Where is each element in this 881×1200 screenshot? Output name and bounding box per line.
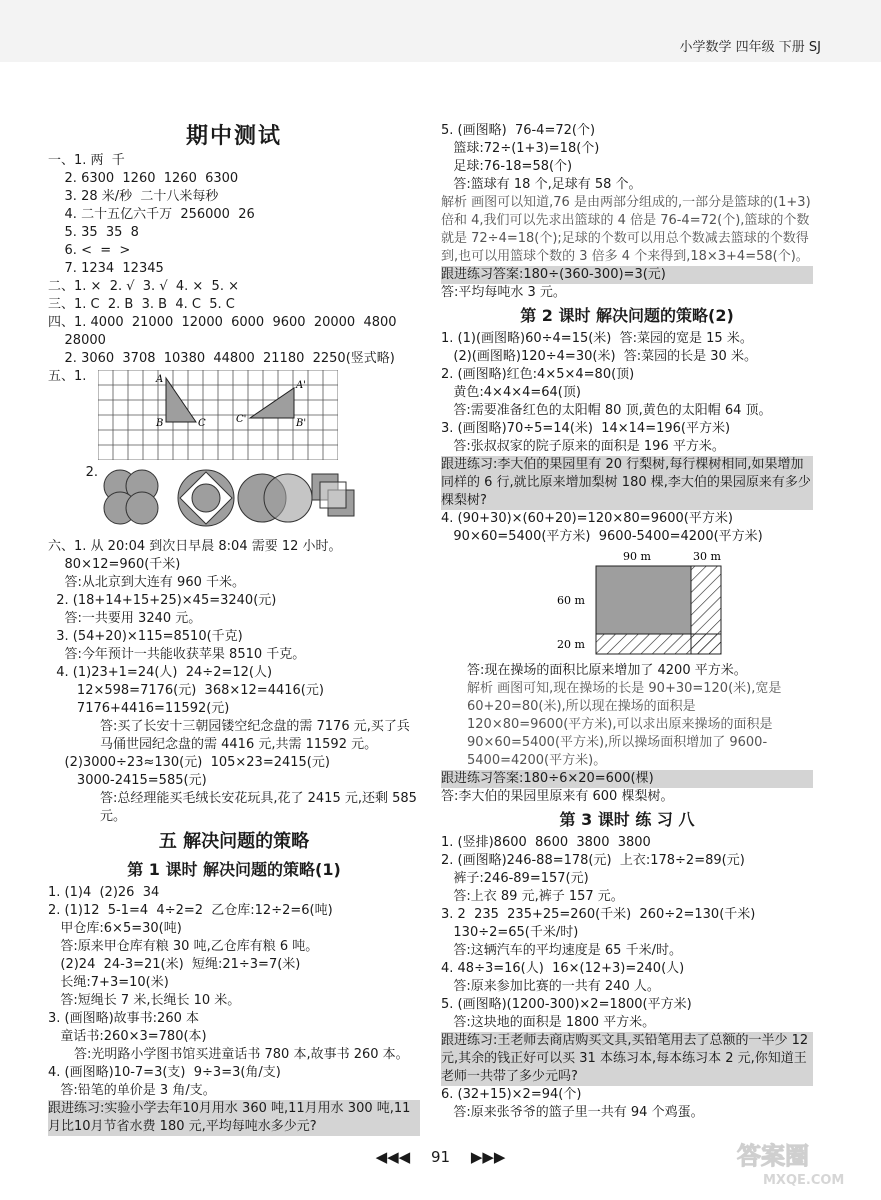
lesson-three-line: 4. 48÷3=16(人) 16×(12+3)=240(人) bbox=[441, 961, 685, 976]
lesson-three-line: 2. (画图略)246-88=178(元) 上衣:178÷2=89(元) bbox=[441, 853, 745, 868]
lesson-two-follow-up: 跟进练习:李大伯的果园里有 20 行梨树,每行棵树相同,如果增加同样的 6 行,就比原来增加梨树 180 棵,李大伯的果园原来有多少棵梨树? bbox=[441, 456, 813, 510]
question-five-line: 篮球:72÷(1+3)=18(个) bbox=[441, 141, 600, 156]
lesson-one-body-b bbox=[48, 1064, 420, 1100]
lesson-two-analysis: 解析 画图可知,现在操场的长是 90+30=120(米),宽是 60+20=80(米),所以现在操场的面积是 120×80=9600(平方米),可以求出原来操场的面积是 90×60=5400(平方米),所以操场面积增加了 9600-5400=4200(平方米)。 bbox=[467, 681, 782, 768]
lesson-one-b-line: 答:铅笔的单价是 3 角/支。 bbox=[48, 1083, 216, 1098]
watermark-text-main: 答案圈 bbox=[737, 1142, 809, 1170]
lesson-three-b-line: 6. (32+15)×2=94(个) bbox=[441, 1087, 582, 1102]
lesson-one-line: (2)24 24-3=21(米) 短绳:21÷3=7(米) bbox=[48, 957, 301, 972]
lesson-three-line: 答:这辆汽车的平均速度是 65 千米/时。 bbox=[441, 943, 682, 958]
follow-up-answer-text: 答:平均每吨水 3 元。 bbox=[441, 285, 566, 300]
lesson-two-title: 第 2 课时 解决问题的策略(2) bbox=[520, 306, 734, 325]
lesson-two-q4-line: 90×60=5400(平方米) 9600-5400=4200(平方米) bbox=[441, 529, 763, 544]
lesson-one-b-line: 4. (画图略)10-7=3(支) 9÷3=3(角/支) bbox=[48, 1065, 281, 1080]
label-b: B bbox=[156, 418, 164, 429]
label-90m: 90 m bbox=[623, 550, 651, 563]
lesson-one-line: 答:原来甲仓库有粮 30 吨,乙仓库有粮 6 吨。 bbox=[48, 939, 319, 954]
follow-up-exercise: 跟进练习:实验小学去年10月用水 360 吨,11月用水 300 吨,11月比10月节省水费 180 元,平均每吨水多少元? bbox=[48, 1100, 420, 1136]
section-six-part-b bbox=[48, 754, 420, 790]
lesson-two-follow-up-answer-text: 答:李大伯的果园里原来有 600 棵梨树。 bbox=[441, 789, 674, 804]
section-six bbox=[48, 538, 420, 718]
lesson-three-title: 第 3 课时 练 习 八 bbox=[559, 810, 695, 829]
section-four-line: 2. 3060 3708 10380 44800 21180 2250(竖式略) bbox=[48, 351, 395, 366]
section-one-line: 6. < = > bbox=[48, 243, 131, 258]
lesson-two-body bbox=[441, 330, 813, 456]
section-two: 二、1. × 2. √ 3. √ 4. × 5. × bbox=[48, 279, 239, 294]
right-arrows-icon: ▶▶▶ bbox=[470, 1148, 506, 1166]
lesson-two-question-four bbox=[441, 510, 813, 546]
section-five bbox=[48, 368, 420, 464]
lesson-two-line: 答:需要准备红色的太阳帽 80 顶,黄色的太阳帽 64 顶。 bbox=[441, 403, 772, 418]
header-band bbox=[0, 0, 881, 62]
question-five-analysis: 解析 画图可以知道,76 是由两部分组成的,一部分是篮球的(1+3)倍和 4,我们可以先求出篮球的 4 倍是 76-4=72(个),篮球的个数就是 72÷4=18(个);足球的个数可以用总个数减去篮球的个数得到,也可以用篮球个数的 3 倍多 4 个来得到,18×3+4=58(个)。 bbox=[441, 195, 811, 264]
lesson-two-follow-up-answer: 跟进练习答案:180÷6×20=600(棵) bbox=[441, 770, 813, 788]
section-six-answer-a: 答:买了长安十三朝园镂空纪念盘的需 7176 元,买了兵马俑世园纪念盘的需 4416 元,共需 11592 元。 bbox=[100, 719, 410, 752]
section-three: 三、1. C 2. B 3. B 4. C 5. C bbox=[48, 297, 235, 312]
page-number: 91 bbox=[430, 1148, 451, 1166]
lesson-two-line: 2. (画图略)红色:4×5×4=80(顶) bbox=[441, 367, 635, 382]
lesson-one-line: 甲仓库:6×5=30(吨) bbox=[48, 921, 182, 936]
watermark-svg bbox=[733, 1134, 873, 1190]
lesson-two-line: 1. (1)(画图略)60÷4=15(米) 答:菜园的宽是 15 米。 bbox=[441, 331, 753, 346]
question-five bbox=[441, 122, 813, 194]
section-six-line: 答:从北京到大连有 960 千米。 bbox=[48, 575, 245, 590]
section-six-line: 答:一共要用 3240 元。 bbox=[48, 611, 202, 626]
left-arrows-icon: ◀◀◀ bbox=[375, 1148, 411, 1166]
label-a-prime: A' bbox=[296, 380, 306, 391]
section-one-line: 7. 1234 12345 bbox=[48, 261, 164, 276]
section-six-line: 2. (18+14+15+25)×45=3240(元) bbox=[48, 593, 277, 608]
label-b-prime: B' bbox=[296, 418, 307, 429]
section-six-line: 3. (54+20)×115=8510(千克) bbox=[48, 629, 243, 644]
label-60m: 60 m bbox=[557, 594, 585, 607]
lesson-three-line: 1. (竖排)8600 8600 3800 3800 bbox=[441, 835, 651, 850]
section-six-b-line: (2)3000÷23≈130(元) 105×23=2415(元) bbox=[48, 755, 330, 770]
lesson-three-line: 答:这块地的面积是 1800 平方米。 bbox=[441, 1015, 656, 1030]
section-four-line: 四、1. 4000 21000 12000 6000 9600 20000 4800 bbox=[48, 315, 397, 330]
label-a: A bbox=[156, 374, 164, 385]
lesson-two-line: (2)(画图略)120÷4=30(米) 答:菜园的长是 30 米。 bbox=[441, 349, 757, 364]
section-six-line: 答:今年预计一共能收获苹果 8510 千克。 bbox=[48, 647, 306, 662]
lesson-three-follow-up: 跟进练习:王老师去商店购买文具,买铅笔用去了总额的一半少 12 元,其余的钱正好可以买 31 本练习本,每本练习本 2 元,你知道王老师一共带了多少元吗? bbox=[441, 1032, 813, 1086]
section-five-2-label: 2. bbox=[85, 465, 98, 480]
grid-figure-svg bbox=[98, 370, 338, 460]
section-five-part-two bbox=[48, 464, 420, 538]
section-six-line: 4. (1)23+1=24(人) 24÷2=12(人) bbox=[48, 665, 273, 680]
section-one-line: 5. 35 35 8 bbox=[48, 225, 139, 240]
section-one-line: 一、1. 两 千 bbox=[48, 153, 125, 168]
section-six-b-line: 3000-2415=585(元) bbox=[48, 773, 207, 788]
section-one-line: 4. 二十五亿六千万 256000 26 bbox=[48, 207, 255, 222]
section-six-line: 80×12=960(千米) bbox=[48, 557, 181, 572]
unit-title: 五 解决问题的策略 bbox=[158, 831, 310, 852]
left-column bbox=[48, 122, 420, 1136]
lesson-two-line: 答:张叔叔家的院子原来的面积是 196 平方米。 bbox=[441, 439, 725, 454]
grid-figure bbox=[98, 370, 338, 460]
label-c-prime: C' bbox=[236, 414, 247, 425]
lesson-three-line: 3. 2 235 235+25=260(千米) 260÷2=130(千米) bbox=[441, 907, 756, 922]
lesson-two-answer-four: 答:现在操场的面积比原来增加了 4200 平方米。 bbox=[467, 663, 747, 678]
lesson-one-line: 3. (画图略)故事书:260 本 bbox=[48, 1011, 200, 1026]
lesson-one-body bbox=[48, 884, 420, 1046]
section-six-answer-b: 答:总经理能买毛绒长安花玩具,花了 2415 元,还剩 585 元。 bbox=[100, 791, 417, 824]
watermark-text-url: MXQE.COM bbox=[763, 1173, 845, 1188]
field-diagram-svg bbox=[441, 548, 741, 660]
book-info: 小学数学 四年级 下册 SJ bbox=[679, 40, 821, 55]
lesson-one-line: 1. (1)4 (2)26 34 bbox=[48, 885, 160, 900]
question-five-line: 5. (画图略) 76-4=72(个) bbox=[441, 123, 596, 138]
label-20m: 20 m bbox=[557, 638, 585, 651]
lesson-one-line: 长绳:7+3=10(米) bbox=[48, 975, 169, 990]
lesson-three-body bbox=[441, 834, 813, 1032]
field-diagram bbox=[441, 548, 741, 660]
right-column bbox=[441, 122, 813, 1122]
circles-figure bbox=[102, 464, 362, 534]
lesson-three-line: 答:上衣 89 元,裤子 157 元。 bbox=[441, 889, 624, 904]
section-four bbox=[48, 314, 420, 368]
section-four-line: 28000 bbox=[48, 333, 106, 348]
section-one bbox=[48, 152, 420, 278]
question-five-line: 足球:76-18=58(个) bbox=[441, 159, 573, 174]
lesson-three-b-line: 答:原来张爷爷的篮子里一共有 94 个鸡蛋。 bbox=[441, 1105, 704, 1120]
section-five-label: 五、1. bbox=[48, 369, 87, 384]
lesson-two-q4-line: 4. (90+30)×(60+20)=120×80=9600(平方米) bbox=[441, 511, 733, 526]
triangle-rotated bbox=[250, 388, 294, 418]
section-six-line: 7176+4416=11592(元) bbox=[48, 701, 230, 716]
lesson-one-line: 2. (1)12 5-1=4 4÷2=2 乙仓库:12÷2=6(吨) bbox=[48, 903, 333, 918]
lesson-three-line: 裤子:246-89=157(元) bbox=[441, 871, 589, 886]
section-six-line: 12×598=7176(元) 368×12=4416(元) bbox=[48, 683, 324, 698]
lesson-three-line: 130÷2=65(千米/时) bbox=[441, 925, 579, 940]
label-c: C bbox=[198, 418, 206, 429]
page-title: 期中测试 bbox=[185, 124, 282, 149]
lesson-three-line: 5. (画图略)(1200-300)×2=1800(平方米) bbox=[441, 997, 692, 1012]
lesson-one-line: 童话书:260×3=780(本) bbox=[48, 1029, 207, 1044]
lesson-one-title: 第 1 课时 解决问题的策略(1) bbox=[127, 860, 341, 879]
lesson-one-line: 答:短绳长 7 米,长绳长 10 米。 bbox=[48, 993, 241, 1008]
section-six-line: 六、1. 从 20:04 到次日早晨 8:04 需要 12 小时。 bbox=[48, 539, 342, 554]
lesson-two-line: 黄色:4×4×4=64(顶) bbox=[441, 385, 581, 400]
follow-up-answer: 跟进练习答案:180÷(360-300)=3(元) bbox=[441, 266, 813, 284]
circles-figure-svg bbox=[102, 464, 362, 534]
watermark-logo bbox=[733, 1134, 873, 1190]
question-five-line: 答:篮球有 18 个,足球有 58 个。 bbox=[441, 177, 642, 192]
lesson-three-body-b bbox=[441, 1086, 813, 1122]
lesson-two-line: 3. (画图略)70÷5=14(米) 14×14=196(平方米) bbox=[441, 421, 731, 436]
lesson-three-line: 答:原来参加比赛的一共有 240 人。 bbox=[441, 979, 660, 994]
section-one-line: 3. 28 米/秒 二十八米每秒 bbox=[48, 189, 219, 204]
label-30m: 30 m bbox=[693, 550, 721, 563]
lesson-one-answer-3: 答:光明路小学图书馆买进童话书 780 本,故事书 260 本。 bbox=[74, 1047, 409, 1062]
section-one-line: 2. 6300 1260 1260 6300 bbox=[48, 171, 239, 186]
